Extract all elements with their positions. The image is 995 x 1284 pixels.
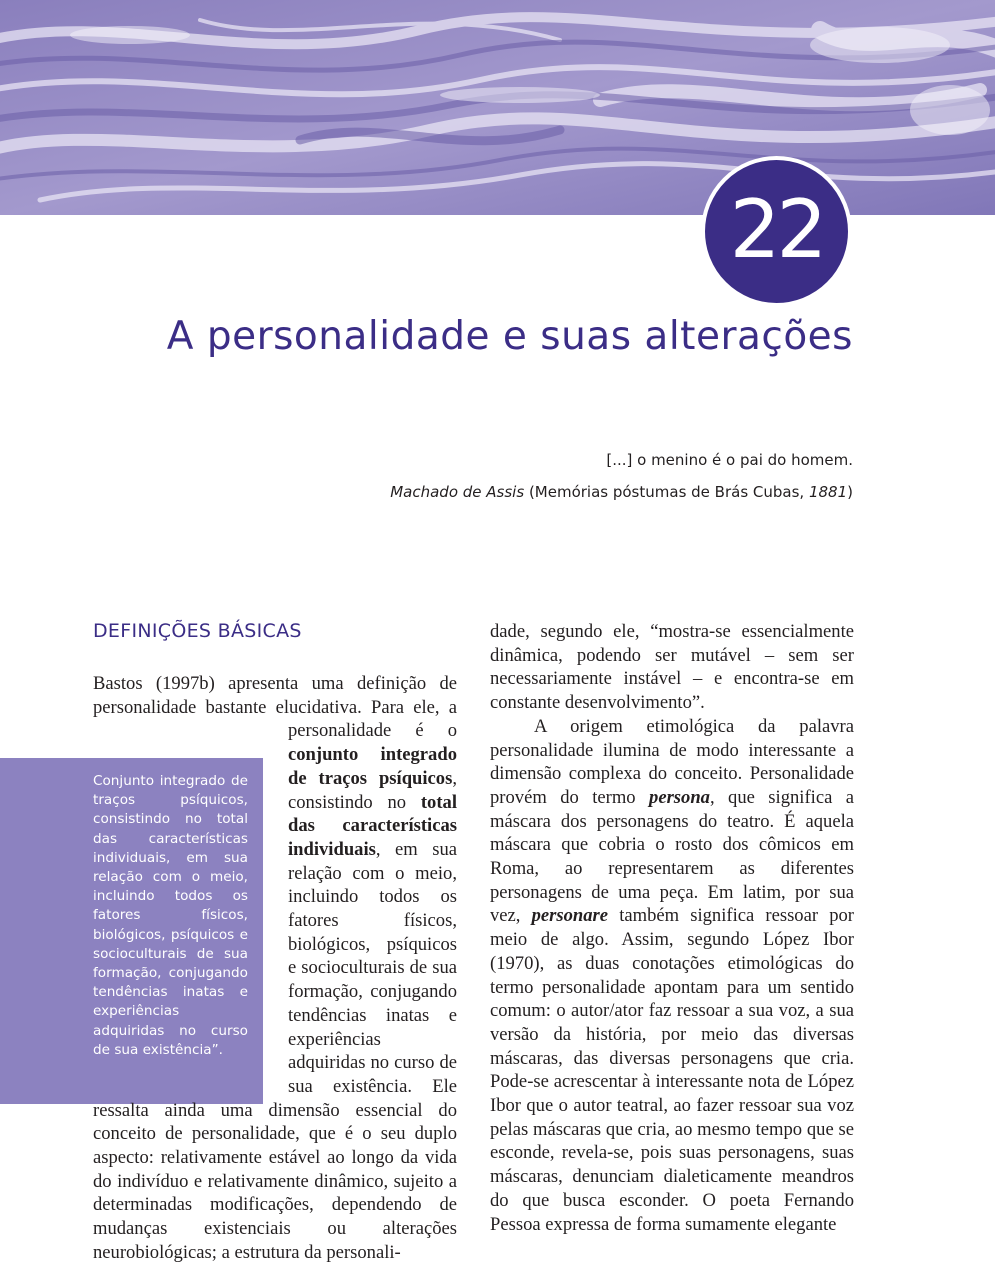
- body-text: , que significa a máscara dos personagens do teatro. É aquela máscara que cobria o rosto dos cômicos em Roma, ao representarem as diferentes personagens de uma peça. Em latim, por sua vez,: [490, 786, 854, 927]
- epigraph-source-close: ): [847, 483, 853, 501]
- paragraph: [490, 715, 854, 1236]
- body-text: também significa ressoar por meio de algo. Assim, segundo López Ibor (1970), as duas conotações etimológicas do termo personalidade apontam para um sentido comum: o autor/ator faz ressoar a sua voz, a sua versão da história, por meio das diversas máscaras, das diversas personagens que cria. Pode-se acrescentar à interessante nota de López Ibor que o autor teatral, ao fazer ressoar sua voz pelas máscaras que cria, ao mesmo tempo que se esconde, revela-se, pois suas personagens, suas máscaras, denunciam dialeticamente meandros do que busca esconder. O poeta Fernando Pessoa expressa de forma sumamente elegante: [490, 905, 854, 1235]
- epigraph-attribution: [390, 483, 853, 501]
- paragraph: [93, 672, 457, 1265]
- chapter-number-badge: [701, 156, 852, 307]
- epigraph-year: 1881: [808, 483, 848, 501]
- body-text: , em sua relação com o meio, incluindo todos os fatores físicos, biológicos, psíquicos e socioculturais de sua formação, conjugando tendências inatas e experiências adquiridas no curso de sua existência. Ele ressalta ainda uma dimensão essencial do conceito de personalidade, que é o seu duplo aspecto: relativamente estável ao longo da vida do indivíduo e relativamente dinâmico, sujeito a determinadas modificações, dependendo de mudanças existenciais ou alterações neurobiológicas; a estrutura da personali-: [93, 838, 457, 1263]
- epigraph-author: Machado de Assis: [390, 483, 525, 501]
- paragraph-continuation: dade, segundo ele, “mostra-se essencialmente dinâmica, podendo ser mutável – sem ser necessariamente instável – e encontra-se em constante desenvolvimento”.: [490, 621, 854, 714]
- sidebar-wrap-space: [93, 719, 288, 1075]
- epigraph-source: (Memórias póstumas de Brás Cubas,: [524, 483, 809, 501]
- body-text: A origem etimológica da palavra personalidade ilumina de modo interessante a dimensão complexa do conceito. Personalidade provém do termo: [490, 715, 854, 808]
- chapter-title: A personalidade e suas alterações: [166, 314, 853, 359]
- text-column-right: [490, 620, 854, 1236]
- emphasis-term: conjunto integrado de traços psíquicos: [288, 744, 457, 789]
- epigraph-quote: [...] o menino é o pai do homem.: [606, 451, 853, 469]
- emphasis-term: total das características individuais: [288, 791, 457, 860]
- emphasis-term: personare: [531, 905, 609, 927]
- emphasis-term: persona: [649, 786, 710, 808]
- body-text: Bastos (1997b) apresenta uma definição de personalidade bastante elucidativa. Para ele, a personalidade é o: [93, 673, 457, 742]
- text-column-left: [93, 672, 457, 1265]
- chapter-header-banner: [0, 0, 995, 215]
- body-text: , consistindo no: [288, 767, 457, 813]
- section-heading: DEFINIÇÕES BÁSICAS: [93, 620, 302, 642]
- marbled-texture-image: [0, 0, 995, 215]
- chapter-number: 22: [729, 182, 824, 276]
- pull-quote-text: Conjunto integrado de traços psíquicos, consistindo no total das características individuais, em sua relação com o meio, incluindo todos os fatores físicos, biológicos, psíquicos e socioculturais de sua formação, conjugando tendências inatas e experiências adquiridas no curso de sua existência”.: [93, 773, 248, 1058]
